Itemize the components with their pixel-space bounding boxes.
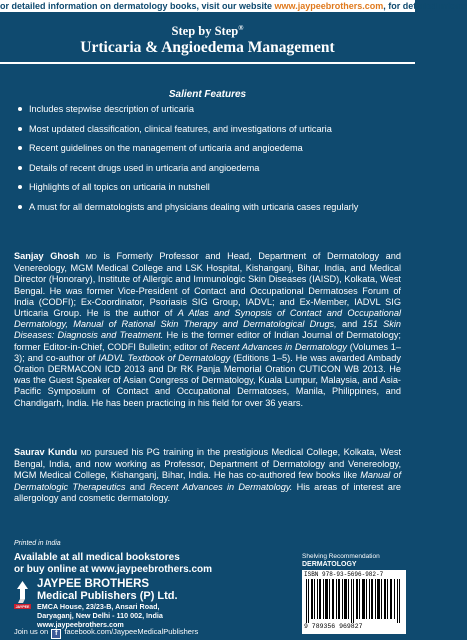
publisher-logo-icon xyxy=(14,579,31,609)
publisher-address-2: Daryaganj, New Delhi - 110 002, India xyxy=(37,611,163,620)
barcode-digits: 9 789356 969827 xyxy=(304,623,363,630)
facebook-handle[interactable]: facebook.com/JaypeeMedicalPublishers xyxy=(64,627,199,636)
author-name: Sanjay Ghosh xyxy=(14,251,80,261)
publisher-website[interactable]: www.jaypeebrothers.com xyxy=(37,620,124,629)
join-prefix: Join us on xyxy=(14,627,49,636)
shelving-label: Shelving Recommendation xyxy=(302,553,380,560)
registered-mark: ® xyxy=(238,24,244,32)
publisher-name: JAYPEE BROTHERS xyxy=(37,578,150,590)
banner-prefix: or detailed information on dermatology books, visit our website xyxy=(0,1,275,11)
feature-item: A must for all dermatologists and physicians dealing with urticaria cases regularly xyxy=(18,202,403,213)
author-degree: MD xyxy=(85,254,97,261)
author-bio-saurav-kundu: Saurav Kundu MD pursued his PG training in the prestigious Medical College, Kolkata, West Bengal, India, and now working as Professor, Department of Dermatology and Venereology, MGM Medical College, Kishanganj, Bihar, India. He has co-authored few books like Manual of Dermatologic Therapeutics and Recent Advances in Dermatology. His areas of interest are allergology and cosmetic dermatology. xyxy=(14,447,402,503)
publisher-name-sub: Medical Publishers (P) Ltd. xyxy=(37,590,178,602)
author-name: Saurav Kundu xyxy=(14,447,78,457)
feature-item: Includes stepwise description of urticaria xyxy=(18,104,403,115)
salient-features-heading: Salient Features xyxy=(168,89,247,100)
shelving-recommendation xyxy=(302,553,380,569)
publisher-block xyxy=(37,578,178,629)
banner-suffix: , for detailed inform xyxy=(383,1,467,11)
facebook-icon: f xyxy=(51,629,61,639)
author-bio-sanjay-ghosh: Sanjay Ghosh MD is Formerly Professor and Head, Department of Dermatology and Venereology, MGM Medical College and LSK Hospital, Kishanganj, Bihar, India, and Medical Director (Honorary), Institute of Allergic and Immunologic Skin Diseases (IAISD), Kolkata, West Bengal. He was former Vice-President of Contact and Occupational Dermatoses Forum of India (CODFI); Ex-Coordinator, Psoriasis SIG Group, IADVL; and Ex-Member, IADVL SIG Urticaria Group. He is the author of A Atlas and Synopsis of Contact and Occupational Dermatology, Manual of Rational Skin Therapy and Dermatological Drugs, and 151 Skin Diseases: Diagnosis and Treatment. He is the former editor of Indian Journal of Dermatology; former Editor-in-Chief, CODFI Bulletin; editor of Recent Advances in Dermatology (Volumes 1–3); and co-author of IADVL Textbook of Dermatology (Editions 1–5). He was awarded Ambady Oration DERMACON ICD 2013 and Dr RK Panja Memorial Oration CUTICON WB 2013. He was the Guest Speaker of Asian Congress of Dermatology, Kuala Lumpur, Malaysia, and Asia-Pacific Symposium of Contact and Occupational Dermatoses, Manila, Philippines, and Chandigarh, India. He has been practicing in his field for over 36 years. xyxy=(14,251,401,408)
feature-item: Recent guidelines on the management of urticaria and angioedema xyxy=(18,143,403,154)
availability-note: Available at all medical bookstores or buy online at www.jaypeebrothers.com xyxy=(14,552,213,575)
website-banner xyxy=(0,0,467,12)
barcode-bars xyxy=(306,579,402,623)
feature-item: Most updated classification, clinical features, and investigations of urticaria xyxy=(18,124,403,135)
shelving-value: DERMATOLOGY xyxy=(302,561,357,568)
feature-item: Highlights of all topics on urticaria in nutshell xyxy=(18,182,403,193)
series-name: Step by Step® xyxy=(171,24,244,39)
isbn-barcode xyxy=(302,570,406,634)
feature-item: Details of recent drugs used in urticaria and angioedema xyxy=(18,163,403,174)
publisher-address-1: EMCA House, 23/23-B, Ansari Road, xyxy=(37,602,160,611)
printed-in-india: Printed in India xyxy=(14,540,61,547)
banner-url[interactable]: www.jaypeebrothers.com xyxy=(274,1,384,11)
logo-text: JAYPEE xyxy=(15,605,30,609)
book-title: Urticaria & Angioedema Management xyxy=(80,39,335,56)
feature-list xyxy=(18,104,403,222)
divider xyxy=(0,62,415,64)
facebook-line xyxy=(14,627,198,639)
isbn-label: ISBN 978-93-5696-982-7 xyxy=(304,571,384,578)
author-degree: MD xyxy=(80,450,92,457)
